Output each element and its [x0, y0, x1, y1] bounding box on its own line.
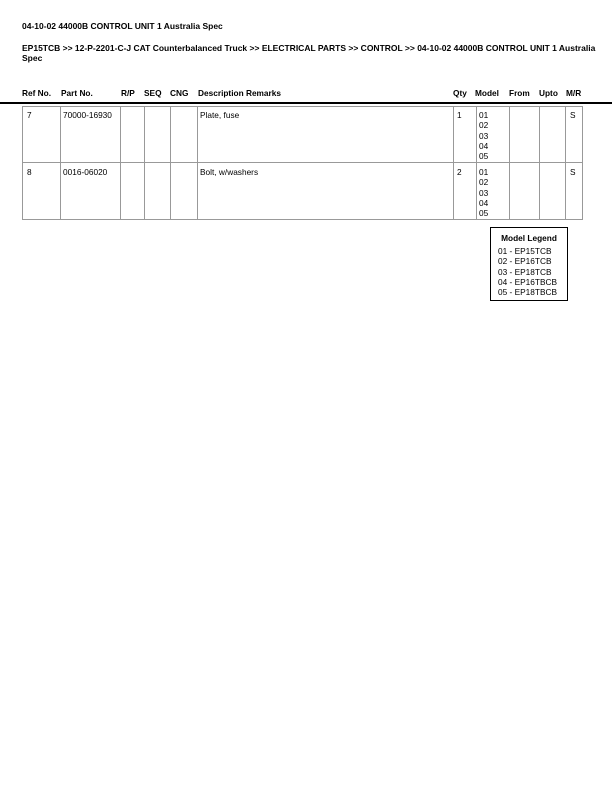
qty-cell: 1: [457, 110, 462, 120]
col-header-from: From: [509, 88, 530, 98]
col-header-ref-no: Ref No.: [22, 88, 52, 98]
legend-item: 04 - EP16TBCB: [498, 276, 558, 287]
column-divider: [170, 107, 171, 162]
column-divider: [539, 163, 540, 219]
column-divider: [120, 163, 121, 219]
legend-item: 02 - EP16TCB: [498, 256, 552, 267]
ref-no-cell: 8: [27, 167, 32, 177]
column-divider: [197, 107, 198, 162]
col-header-cng: CNG: [170, 88, 189, 98]
column-divider: [453, 163, 454, 219]
column-divider: [476, 107, 477, 162]
col-header-rp: R/P: [121, 88, 135, 98]
column-divider: [509, 163, 510, 219]
breadcrumb: EP15TCB >> 12-P-2201-C-J CAT Counterbalanced Truck >> ELECTRICAL PARTS >> CONTROL >> 04-10-02 44000B CONTROL UNIT 1 Australia Spec: [22, 43, 596, 63]
description-cell: Bolt, w/washers: [200, 167, 259, 177]
col-header-mr: M/R: [566, 88, 582, 98]
column-divider: [565, 107, 566, 162]
part-no-cell: 70000-16930: [63, 110, 112, 120]
page-title: 04-10-02 44000B CONTROL UNIT 1 Australia Spec: [22, 21, 223, 31]
legend-item: 03 - EP18TCB: [498, 266, 552, 277]
model-legend: [490, 227, 568, 301]
mr-cell: S: [570, 167, 576, 177]
legend-title: Model Legend: [501, 233, 557, 243]
column-divider: [539, 107, 540, 162]
column-divider: [60, 107, 61, 162]
column-divider: [144, 163, 145, 219]
column-divider: [565, 163, 566, 219]
model-cell: 01 02 03 04 05: [479, 110, 489, 162]
legend-item: 01 - EP15TCB: [498, 246, 552, 256]
col-header-model: Model: [475, 88, 499, 98]
col-header-description: Description Remarks: [198, 88, 282, 98]
column-divider: [197, 163, 198, 219]
table-row: [22, 162, 583, 220]
table-row: [22, 106, 583, 163]
column-divider: [476, 163, 477, 219]
col-header-part-no: Part No.: [61, 88, 93, 98]
ref-no-cell: 7: [27, 110, 32, 120]
column-divider: [509, 107, 510, 162]
description-cell: Plate, fuse: [200, 110, 240, 120]
legend-list: [498, 246, 557, 297]
column-divider: [170, 163, 171, 219]
part-no-cell: 0016-06020: [63, 167, 108, 177]
model-cell: 01 02 03 04 05: [479, 167, 489, 219]
col-header-qty: Qty: [453, 88, 467, 98]
col-header-upto: Upto: [539, 88, 558, 98]
column-divider: [120, 107, 121, 162]
mr-cell: S: [570, 110, 576, 120]
legend-item: 05 - EP18TBCB: [498, 287, 558, 298]
col-header-seq: SEQ: [144, 88, 162, 98]
column-divider: [453, 107, 454, 162]
column-divider: [144, 107, 145, 162]
column-divider: [60, 163, 61, 219]
qty-cell: 2: [457, 167, 462, 177]
header-divider: [0, 102, 612, 104]
